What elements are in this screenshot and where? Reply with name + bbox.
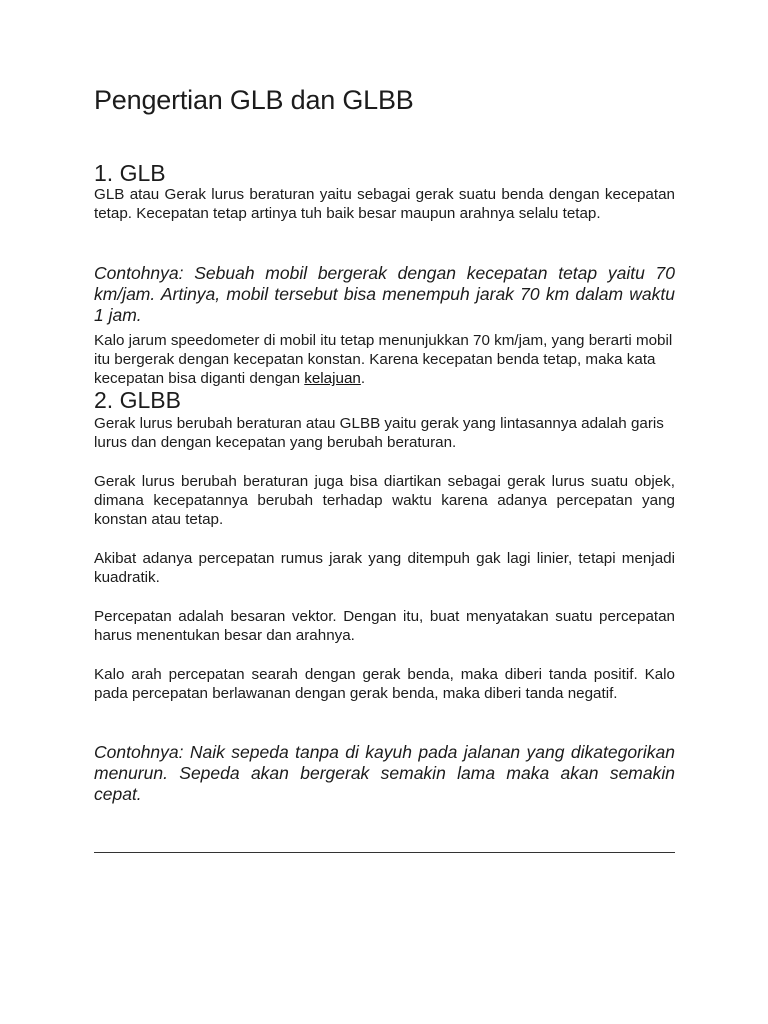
glbb-alt-definition: Gerak lurus berubah beraturan juga bisa diartikan sebagai gerak lurus suatu objek, dimana kecepatannya berubah terhadap waktu karena adanya percepatan yang konstan atau tetap. [94, 473, 675, 529]
glbb-sign-note: Kalo arah percepatan searah dengan gerak benda, maka diberi tanda positif. Kalo pada percepatan berlawanan dengan gerak benda, maka diberi tanda negatif. [94, 666, 675, 703]
glb-speedometer-text: Kalo jarum speedometer di mobil itu tetap menunjukkan 70 km/jam, yang berarti mobil itu bergerak dengan kecepatan konstan. Karena kecepatan benda tetap, maka kata kecepatan bisa diganti dengan [94, 332, 673, 388]
glb-definition: GLB atau Gerak lurus beraturan yaitu sebagai gerak suatu benda dengan kecepatan tetap. Kecepatan tetap artinya tuh baik besar maupun arahnya selalu tetap. [94, 186, 675, 223]
glb-speedometer-end: . [360, 370, 366, 388]
glbb-vector-note: Percepatan adalah besaran vektor. Dengan itu, buat menyatakan suatu percepatan harus menentukan besar dan arahnya. [94, 608, 675, 645]
glbb-definition: Gerak lurus berubah beraturan atau GLBB yaitu gerak yang lintasannya adalah garis lurus dan dengan kecepatan yang berubah beraturan. [94, 415, 664, 452]
kelajuan-link[interactable]: kelajuan [304, 370, 361, 388]
glbb-heading: 2. GLBB [94, 387, 181, 413]
glbb-example: Contohnya: Naik sepeda tanpa di kayuh pada jalanan yang dikategorikan menurun. Sepeda akan bergerak semakin lama maka akan semakin cepat. [94, 742, 675, 804]
glb-heading: 1. GLB [94, 160, 166, 186]
glbb-distance-note: Akibat adanya percepatan rumus jarak yang ditempuh gak lagi linier, tetapi menjadi kuadratik. [94, 550, 675, 587]
footer-divider [94, 852, 675, 853]
glb-example: Contohnya: Sebuah mobil bergerak dengan kecepatan tetap yaitu 70 km/jam. Artinya, mobil tersebut bisa menempuh jarak 70 km dalam waktu 1 jam. [94, 263, 675, 325]
glb-speedometer-paragraph [94, 331, 675, 389]
page-title: Pengertian GLB dan GLBB [94, 85, 414, 115]
